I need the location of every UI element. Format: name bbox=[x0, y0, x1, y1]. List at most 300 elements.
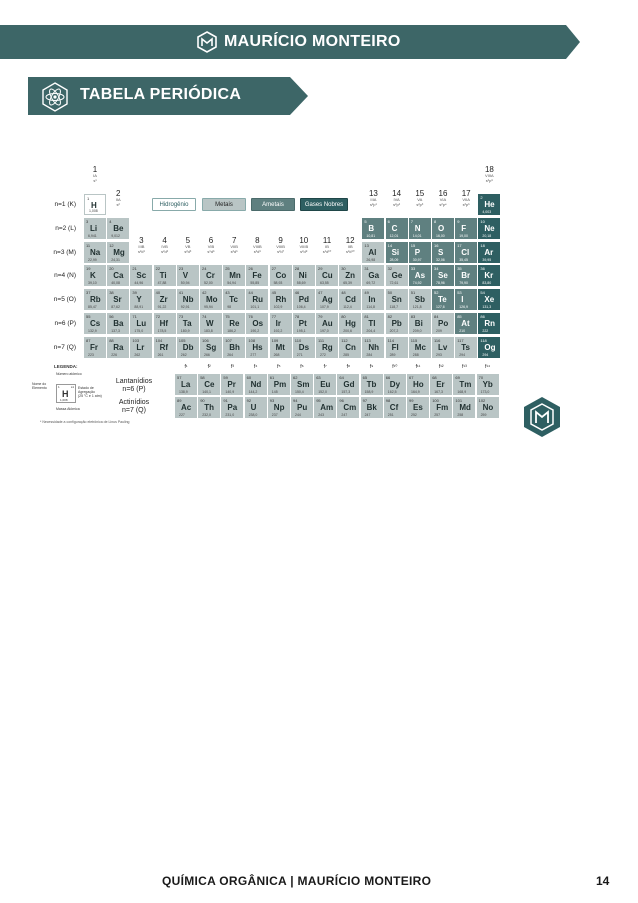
element-symbol: Sc bbox=[136, 271, 147, 281]
element-symbol: Co bbox=[275, 271, 287, 281]
element-symbol: Rn bbox=[484, 319, 496, 328]
actinide-cell bbox=[430, 397, 452, 418]
element-symbol: Ge bbox=[391, 271, 403, 281]
lanthanide-cell bbox=[268, 374, 290, 395]
period-label: n=4 (N) bbox=[54, 272, 76, 280]
group-roman: VIIIB bbox=[276, 244, 285, 249]
element-symbol: Mo bbox=[206, 295, 218, 305]
atomic-number: 46 bbox=[294, 290, 300, 296]
atomic-mass: 262 bbox=[134, 352, 141, 357]
atomic-number: 114 bbox=[387, 337, 394, 343]
atomic-mass: 231,0 bbox=[225, 413, 235, 417]
atomic-mass: 152,0 bbox=[318, 390, 327, 394]
element-symbol: Hs bbox=[252, 342, 263, 352]
element-symbol: Tm bbox=[459, 380, 472, 389]
element-symbol: Yb bbox=[482, 380, 493, 389]
period-label: n=1 (K) bbox=[54, 201, 76, 208]
atomic-number: 109 bbox=[271, 337, 279, 343]
atom-icon bbox=[40, 82, 70, 112]
atomic-mass: 289 bbox=[389, 352, 396, 357]
element-symbol: P bbox=[414, 247, 421, 257]
group-roman: VA bbox=[417, 197, 423, 202]
element-symbol: Nh bbox=[368, 342, 380, 352]
atomic-mass: 87,62 bbox=[111, 305, 120, 310]
atomic-number: 107 bbox=[225, 337, 232, 343]
atomic-number: 98 bbox=[385, 398, 391, 403]
element-cell bbox=[177, 313, 199, 334]
atomic-number: 37 bbox=[86, 290, 91, 296]
element-symbol: Po bbox=[438, 319, 449, 328]
atomic-mass: 63,55 bbox=[320, 281, 329, 286]
atomic-number: 3 bbox=[86, 218, 89, 224]
element-cell bbox=[107, 337, 129, 358]
atomic-number: 10 bbox=[480, 218, 485, 224]
element-symbol: Dy bbox=[389, 380, 401, 389]
element-symbol: Ho bbox=[413, 380, 424, 389]
atomic-mass: 52,00 bbox=[204, 281, 213, 286]
element-symbol: Pr bbox=[227, 380, 236, 389]
atomic-number: 40 bbox=[155, 290, 161, 296]
element-cell bbox=[386, 242, 408, 263]
atomic-mass: 138,9 bbox=[179, 390, 188, 394]
f-config-label: f¹¹ bbox=[415, 364, 421, 370]
atomic-number: 93 bbox=[269, 398, 275, 403]
element-symbol: Al bbox=[368, 247, 377, 257]
f-config-label: f¹² bbox=[438, 364, 444, 370]
atomic-mass: 39,10 bbox=[88, 281, 97, 286]
atomic-number: 47 bbox=[318, 290, 323, 296]
element-cell bbox=[455, 242, 477, 263]
atomic-mass: 251 bbox=[387, 413, 394, 417]
key-temperature: (25 °C e 1 atm) bbox=[78, 394, 102, 398]
atomic-mass: 197,0 bbox=[320, 329, 329, 333]
element-cell bbox=[339, 313, 361, 334]
element-cell bbox=[316, 313, 338, 334]
element-symbol: Gd bbox=[343, 380, 355, 389]
group-config: s²d¹ bbox=[137, 249, 145, 254]
atomic-number: 73 bbox=[178, 314, 184, 319]
element-symbol: Cd bbox=[345, 295, 356, 305]
element-symbol: Ra bbox=[113, 342, 124, 352]
element-cell bbox=[455, 313, 477, 334]
atomic-number: 21 bbox=[132, 266, 137, 272]
actinide-cell bbox=[477, 397, 499, 418]
group-roman: IIIA bbox=[370, 197, 377, 202]
group-config: s²p⁶ bbox=[485, 178, 493, 183]
f-config-label: f⁹ bbox=[369, 364, 374, 370]
group-roman: VIIIA bbox=[485, 173, 494, 178]
atomic-mass: 140,9 bbox=[225, 390, 235, 394]
f-config-label: f⁶ bbox=[300, 364, 304, 370]
footnote: * Necessidade a configuração eletrônica de Linus Pauling bbox=[40, 420, 130, 424]
atomic-number: 74 bbox=[202, 314, 207, 319]
atomic-mass: 58,93 bbox=[273, 281, 283, 286]
atomic-number: 24 bbox=[202, 266, 207, 272]
actinides-label bbox=[104, 399, 164, 415]
atomic-mass: 44,96 bbox=[134, 281, 144, 286]
actinide-cell bbox=[361, 397, 383, 418]
group-number: 1 bbox=[92, 165, 98, 174]
element-symbol: Kr bbox=[484, 271, 494, 281]
element-cell bbox=[223, 265, 245, 286]
atomic-mass: 92,91 bbox=[180, 305, 190, 310]
atomic-mass: 137,3 bbox=[111, 329, 120, 333]
element-cell bbox=[200, 337, 222, 358]
group-roman: VB bbox=[185, 244, 191, 249]
actinide-cell bbox=[291, 397, 313, 418]
group-label bbox=[222, 237, 246, 254]
group-roman: IIA bbox=[115, 197, 121, 202]
element-cell bbox=[223, 337, 245, 358]
element-cell bbox=[107, 313, 129, 334]
actinide-cell bbox=[198, 397, 220, 418]
atomic-mass: 207,2 bbox=[389, 329, 399, 333]
group-config: s²d¹⁰ bbox=[345, 249, 355, 254]
atomic-mass: 238,0 bbox=[248, 413, 258, 417]
element-cell bbox=[130, 337, 152, 358]
atomic-number: 27 bbox=[271, 266, 277, 272]
element-cell bbox=[316, 265, 338, 286]
atomic-mass: 6,941 bbox=[88, 233, 97, 238]
element-symbol: Ar bbox=[484, 247, 494, 257]
element-symbol: Br bbox=[461, 271, 471, 281]
atomic-number: 23 bbox=[178, 266, 184, 272]
actinide-cell bbox=[453, 397, 475, 418]
atomic-number: 33 bbox=[410, 266, 416, 272]
element-symbol: Os bbox=[252, 319, 264, 328]
lanthanide-cell bbox=[337, 374, 359, 395]
element-symbol: Lr bbox=[136, 342, 145, 352]
element-symbol: Mc bbox=[414, 342, 426, 352]
element-cell bbox=[432, 313, 454, 334]
atomic-number: 55 bbox=[86, 314, 91, 319]
section-title: TABELA PERIÓDICA bbox=[80, 86, 242, 103]
atomic-number: 8 bbox=[434, 218, 437, 224]
legend-hydrogen: Hidrogênio bbox=[152, 198, 196, 211]
atomic-number: 62 bbox=[293, 375, 298, 380]
f-config-label: f⁴ bbox=[253, 364, 258, 370]
element-symbol: Hg bbox=[345, 319, 356, 328]
atomic-mass: 244 bbox=[295, 413, 301, 417]
atomic-mass: 39,95 bbox=[482, 257, 492, 262]
atomic-mass: 47,88 bbox=[157, 281, 167, 286]
atomic-number: 113 bbox=[364, 337, 371, 343]
atomic-mass: 112,4 bbox=[343, 305, 352, 310]
element-symbol: Ts bbox=[461, 342, 470, 352]
group-config: s²d² bbox=[161, 249, 169, 254]
atomic-number: 70 bbox=[478, 375, 484, 380]
atomic-mass: 294 bbox=[482, 352, 489, 357]
element-symbol: Ac bbox=[181, 403, 192, 412]
atomic-mass: 40,08 bbox=[111, 281, 120, 286]
atomic-mass: 195,1 bbox=[296, 329, 306, 333]
element-symbol: Ce bbox=[204, 380, 215, 389]
element-cell bbox=[386, 218, 408, 239]
element-symbol: Cf bbox=[389, 403, 399, 412]
group-config: s²p⁵ bbox=[462, 202, 470, 207]
atomic-mass: 164,9 bbox=[411, 390, 420, 394]
legend-nonmetals: Ametais bbox=[251, 198, 295, 211]
atomic-mass: 264 bbox=[227, 352, 234, 357]
element-symbol: Cl bbox=[461, 247, 470, 257]
atomic-number: 112 bbox=[341, 337, 348, 343]
element-symbol: Es bbox=[413, 403, 423, 412]
atomic-number: 99 bbox=[409, 398, 414, 403]
element-cell bbox=[84, 194, 106, 215]
atomic-mass: 101,1 bbox=[250, 305, 260, 310]
element-symbol: Ag bbox=[322, 295, 333, 305]
atomic-mass: 65,39 bbox=[343, 281, 352, 286]
element-cell bbox=[316, 337, 338, 358]
lanthanide-cell bbox=[361, 374, 383, 395]
atomic-number: 81 bbox=[364, 314, 369, 319]
atomic-mass: 247 bbox=[341, 413, 348, 417]
atomic-mass: 262 bbox=[180, 352, 187, 357]
element-cell bbox=[478, 242, 500, 263]
atomic-number: 89 bbox=[177, 398, 182, 403]
element-cell bbox=[293, 289, 315, 310]
atomic-number: 51 bbox=[410, 290, 416, 296]
lanthanide-cell bbox=[221, 374, 243, 395]
atomic-mass: 259 bbox=[480, 413, 487, 417]
group-label bbox=[129, 237, 153, 254]
group-roman: IA bbox=[93, 173, 97, 178]
atomic-mass: 222 bbox=[482, 329, 489, 333]
element-symbol: Ca bbox=[113, 271, 124, 281]
key-example-mass: 1,008 bbox=[60, 398, 68, 402]
group-number: 11 bbox=[322, 236, 332, 245]
atomic-mass: 54,94 bbox=[227, 281, 236, 286]
actinides-period: n=7 (Q) bbox=[122, 407, 146, 414]
atomic-mass: 190,2 bbox=[250, 329, 260, 333]
atomic-number: 64 bbox=[339, 375, 344, 380]
atomic-mass: 227 bbox=[179, 413, 185, 417]
atomic-mass: 20,18 bbox=[482, 233, 492, 238]
element-cell bbox=[107, 289, 129, 310]
element-cell bbox=[154, 265, 176, 286]
key-legend bbox=[32, 364, 102, 414]
atomic-number: 48 bbox=[341, 290, 346, 296]
element-symbol: La bbox=[181, 380, 191, 389]
atomic-mass: 157,3 bbox=[341, 390, 351, 394]
element-symbol: Na bbox=[90, 247, 101, 257]
atomic-mass: 72,61 bbox=[389, 281, 399, 286]
atomic-number: 79 bbox=[318, 314, 323, 319]
element-cell bbox=[409, 265, 431, 286]
element-symbol: Ru bbox=[252, 295, 264, 305]
group-label bbox=[153, 237, 177, 254]
f-config-label: f¹ bbox=[184, 364, 188, 370]
atomic-mass: 4,003 bbox=[482, 210, 492, 214]
atomic-mass: 55,85 bbox=[250, 281, 260, 286]
atomic-number: 80 bbox=[341, 314, 346, 319]
atomic-number: 54 bbox=[480, 290, 485, 296]
atomic-number: 115 bbox=[410, 337, 418, 343]
legend-metals: Metais bbox=[202, 198, 246, 211]
atomic-number: 17 bbox=[457, 242, 462, 248]
atomic-mass: 168,9 bbox=[457, 390, 467, 394]
lanthanides-period: n=6 (P) bbox=[122, 386, 146, 393]
atomic-number: 39 bbox=[132, 290, 137, 296]
atomic-number: 97 bbox=[362, 398, 368, 403]
atomic-number: 50 bbox=[387, 290, 393, 296]
lanthanide-cell bbox=[453, 374, 475, 395]
atomic-number: 56 bbox=[109, 314, 114, 319]
group-roman: IIIB bbox=[138, 244, 145, 249]
element-symbol: Bh bbox=[229, 342, 240, 352]
group-label bbox=[315, 237, 339, 254]
f-config-label: f⁵ bbox=[277, 364, 281, 370]
group-number: 5 bbox=[185, 236, 191, 245]
key-symbol: H bbox=[62, 389, 69, 399]
element-cell bbox=[409, 313, 431, 334]
element-symbol: Rb bbox=[90, 295, 101, 305]
element-symbol: F bbox=[461, 223, 467, 233]
atomic-number: 116 bbox=[434, 337, 441, 343]
atomic-number: 29 bbox=[318, 266, 323, 272]
atomic-number: 94 bbox=[293, 398, 298, 403]
element-symbol: Og bbox=[484, 342, 496, 352]
element-cell bbox=[478, 337, 500, 358]
atomic-number: 25 bbox=[225, 266, 230, 272]
element-cell bbox=[432, 265, 454, 286]
brand-logo-icon bbox=[196, 31, 218, 53]
lanthanides-label bbox=[104, 378, 164, 394]
element-symbol: Se bbox=[438, 271, 448, 281]
atomic-mass: 132,9 bbox=[88, 329, 97, 333]
atomic-mass: 12,01 bbox=[389, 233, 399, 238]
atomic-number: 60 bbox=[246, 375, 252, 380]
atomic-number: 7 bbox=[410, 218, 414, 224]
element-symbol: Fe bbox=[252, 271, 262, 281]
lanthanide-cell bbox=[384, 374, 406, 395]
key-title: LEGENDA: bbox=[54, 364, 78, 369]
atomic-number: 65 bbox=[362, 375, 368, 380]
group-label bbox=[361, 190, 385, 207]
element-cell bbox=[409, 289, 431, 310]
element-symbol: Mt bbox=[275, 342, 285, 352]
element-symbol: Ta bbox=[182, 319, 192, 328]
group-roman: VIIIB bbox=[299, 244, 309, 249]
element-cell bbox=[316, 289, 338, 310]
group-label bbox=[338, 237, 362, 254]
atomic-number: 34 bbox=[434, 266, 439, 272]
lanthanide-cell bbox=[198, 374, 220, 395]
atomic-mass: 98 bbox=[227, 305, 232, 310]
atomic-mass: 272 bbox=[320, 352, 326, 357]
atomic-number: 15 bbox=[410, 242, 416, 248]
atomic-mass: 32,06 bbox=[436, 257, 445, 262]
lanthanide-cell bbox=[291, 374, 313, 395]
element-symbol: N bbox=[414, 223, 421, 233]
element-symbol: Am bbox=[320, 403, 334, 412]
element-symbol: Ga bbox=[368, 271, 380, 281]
group-label bbox=[245, 237, 269, 254]
element-cell bbox=[362, 337, 384, 358]
element-symbol: Hf bbox=[159, 319, 169, 328]
atomic-number: 18 bbox=[480, 242, 485, 248]
element-symbol: Bk bbox=[366, 403, 377, 412]
group-number: 12 bbox=[345, 236, 355, 245]
atomic-number: 118 bbox=[480, 337, 487, 343]
element-cell bbox=[177, 337, 199, 358]
element-symbol: Pa bbox=[227, 403, 238, 412]
group-config: s²p¹ bbox=[369, 202, 377, 207]
f-config-label: f¹³ bbox=[462, 364, 467, 370]
atomic-mass: 266 bbox=[204, 352, 210, 357]
atomic-number: 16 bbox=[434, 242, 439, 248]
element-symbol: Ba bbox=[113, 319, 124, 328]
atomic-mass: 277 bbox=[250, 352, 257, 357]
atomic-number: 75 bbox=[225, 314, 230, 319]
element-symbol: Be bbox=[113, 223, 124, 233]
element-symbol: H bbox=[91, 201, 97, 210]
element-symbol: Ds bbox=[298, 342, 310, 352]
atomic-number: 63 bbox=[316, 375, 321, 380]
atomic-mass: 180,9 bbox=[180, 329, 190, 333]
group-roman: VIIIB bbox=[253, 244, 262, 249]
actinide-cell bbox=[245, 397, 267, 418]
atomic-mass: 16,00 bbox=[436, 233, 445, 238]
group-label bbox=[83, 166, 107, 183]
key-state-label: Estado de Agregação bbox=[78, 386, 95, 394]
element-symbol: Pt bbox=[298, 319, 307, 328]
atomic-number: 53 bbox=[457, 290, 462, 296]
atomic-mass: 144,2 bbox=[248, 390, 258, 394]
element-cell bbox=[386, 337, 408, 358]
atomic-mass: 294 bbox=[459, 352, 466, 357]
atomic-mass: 107,9 bbox=[320, 305, 329, 310]
element-symbol: In bbox=[368, 295, 376, 305]
atomic-number: 85 bbox=[457, 314, 462, 319]
element-symbol: Cm bbox=[343, 403, 357, 412]
atomic-mass: 200,6 bbox=[343, 329, 352, 333]
atomic-number: 41 bbox=[178, 290, 184, 296]
atomic-number: 105 bbox=[178, 337, 186, 343]
group-label bbox=[292, 237, 316, 254]
corner-logo-icon bbox=[520, 395, 564, 439]
atomic-mass: 85,47 bbox=[88, 305, 97, 310]
element-symbol: Fm bbox=[436, 403, 449, 412]
element-symbol: S bbox=[438, 247, 444, 257]
f-config-label: f¹⁰ bbox=[392, 364, 398, 370]
element-symbol: Cs bbox=[90, 319, 101, 328]
element-symbol: Pu bbox=[297, 403, 308, 412]
lanthanide-cell bbox=[175, 374, 197, 395]
element-cell bbox=[130, 265, 152, 286]
atomic-number: 4 bbox=[109, 218, 112, 224]
element-cell bbox=[107, 218, 129, 239]
element-cell bbox=[362, 313, 384, 334]
atomic-number: 108 bbox=[248, 337, 256, 343]
page-number: 14 bbox=[596, 874, 610, 888]
lanthanide-cell bbox=[314, 374, 336, 395]
group-config: s¹d¹⁰ bbox=[322, 249, 332, 254]
atomic-mass: 285 bbox=[343, 352, 350, 357]
atomic-number: 83 bbox=[410, 314, 416, 319]
atomic-number: 88 bbox=[109, 337, 114, 343]
atomic-mass: 22,99 bbox=[88, 257, 97, 262]
atomic-number: 30 bbox=[341, 266, 346, 272]
element-symbol: B bbox=[368, 223, 375, 233]
group-label bbox=[408, 190, 432, 207]
element-symbol: At bbox=[461, 319, 470, 328]
atomic-number: 101 bbox=[455, 398, 463, 403]
element-cell bbox=[339, 265, 361, 286]
atomic-number: 6 bbox=[387, 218, 390, 224]
atomic-number: 69 bbox=[455, 375, 460, 380]
element-symbol: Ir bbox=[275, 319, 281, 328]
